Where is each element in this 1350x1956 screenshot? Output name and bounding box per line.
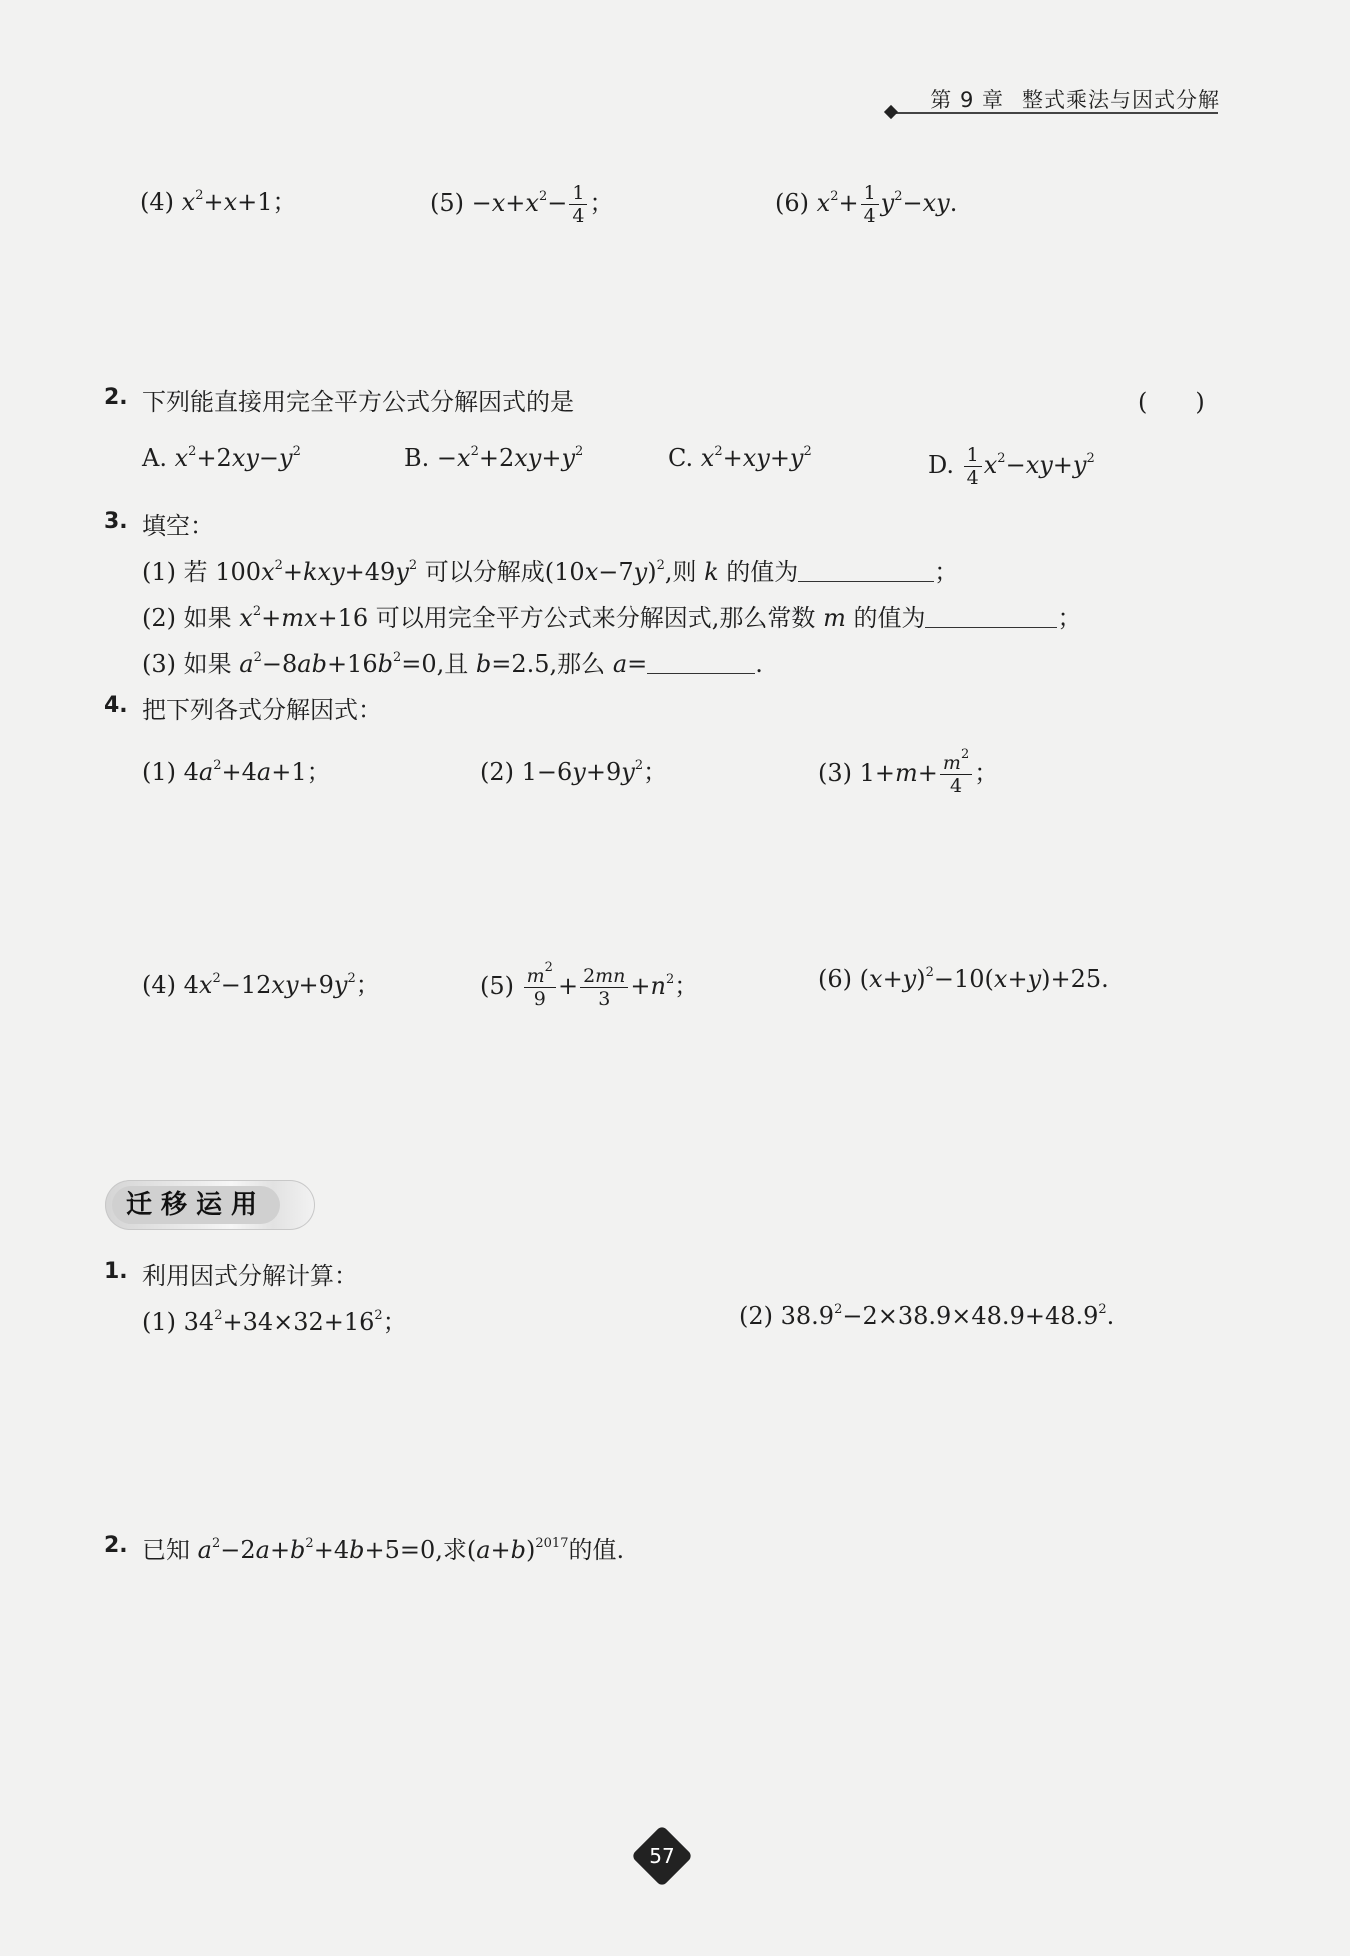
q4-item-3: (3) 1+m+ $\frac{m^2}{4}$ ； (818, 747, 999, 797)
item-4: (4) $x^2+x+1$； (140, 188, 297, 216)
section-title: 迁移运用 (112, 1186, 280, 1224)
item-5: $(5) -x+x^2-$ $\frac{1}{4}$ ； (430, 182, 614, 227)
s2-number: 2. (104, 1533, 128, 1558)
s1-item-2: (2) $38.9^2-2\times 38.9\times 48.9+48.9^2$. (739, 1302, 1115, 1330)
q4-item-4: (4) $4x^2-12xy+9y^2$； (142, 971, 380, 999)
q3-item-1-text: 若 $100x^2+kxy+49y^2$ 可以分解成$(10x-7y)^2$,则 k 的值为 (183, 558, 799, 586)
chapter-title: 整式乘法与因式分解 (1022, 88, 1220, 112)
s1-item-1: (1) $34^2+34\times 32+16^2$； (142, 1308, 407, 1336)
header-rule (893, 112, 1218, 114)
q3-item-1: (1) 若 $100x^2+kxy+49y^2$ 可以分解成$(10x-7y)^2$,则 k 的值为 ； (142, 558, 959, 586)
option-c-expr: $x^2+xy+y^2$ (700, 444, 812, 472)
q4-item-3-expr: 1+m+ $\frac{m^2}{4}$ ； (859, 747, 999, 797)
option-a-expr: $x^2+2xy-y^2$ (174, 444, 301, 472)
q3-item-3-blank[interactable] (647, 653, 755, 674)
q3-item-3-text: 如果 $a^2-8ab+16b^2=0$,且 b=2.5,那么 a= (183, 650, 648, 678)
option-b[interactable]: B. $-x^2+2xy+y^2$ (404, 444, 584, 472)
q4-text: 把下列各式分解因式： (142, 696, 382, 724)
q3-item-3: (3) 如果 $a^2-8ab+16b^2=0$,且 b=2.5,那么 a= . (142, 650, 763, 678)
q3-number: 3. (104, 509, 128, 534)
s2-text: 已知 $a^2-2a+b^2+4b+5=0$,求$(a+b)^{2017}$的值. (142, 1536, 625, 1564)
option-d[interactable]: D. $\frac{1}{4}$ $x^2-xy+y^2$ (928, 444, 1095, 489)
s1-item-2-expr: $38.9^2-2\times 38.9\times 48.9+48.9^2$. (780, 1302, 1115, 1330)
option-a[interactable]: A. $x^2+2xy-y^2$ (142, 444, 301, 472)
q4-item-6: (6) $(x+y)^2-10(x+y)+25$. (818, 965, 1109, 993)
item-4-expr: $x^2+x+1$； (181, 188, 297, 216)
chapter-number: 第 9 章 (930, 88, 1004, 112)
item-6: (6) $x^2+$ $\frac{1}{4}$ $y^2-xy$. (775, 182, 958, 227)
q3-text: 填空： (142, 512, 214, 540)
q2-number: 2. (104, 385, 128, 410)
s1-item-1-expr: $34^2+34\times 32+16^2$； (183, 1308, 407, 1336)
q3-item-2-text: 如果 $x^2+mx+16$ 可以用完全平方公式来分解因式,那么常数 m 的值为 (183, 604, 926, 632)
q2-text: 下列能直接用完全平方公式分解因式的是 (142, 388, 574, 416)
q4-item-2-expr: $1-6y+9y^2$； (521, 758, 668, 786)
page-number: 57 (649, 1844, 675, 1868)
option-d-expr: $\frac{1}{4}$ $x^2-xy+y^2$ (962, 451, 1095, 479)
s1-number: 1. (104, 1259, 128, 1284)
q2-answer-paren: ( ) (1138, 388, 1205, 416)
q4-item-5: (5) $\frac{m^2}{9}$ + $\frac{2mn}{3}$ $+n^2$； (480, 960, 699, 1010)
option-b-expr: $-x^2+2xy+y^2$ (436, 444, 584, 472)
q3-item-2-blank[interactable] (925, 607, 1057, 628)
s1-text: 利用因式分解计算： (142, 1262, 358, 1290)
q4-item-6-expr: $(x+y)^2-10(x+y)+25$. (859, 965, 1109, 993)
item-5-expr: $-x+x^2-$ $\frac{1}{4}$ ； (471, 182, 614, 227)
q4-item-1: (1) $4a^2+4a+1$； (142, 758, 331, 786)
q4-item-2: (2) $1-6y+9y^2$； (480, 758, 668, 786)
option-c[interactable]: C. $x^2+xy+y^2$ (668, 444, 812, 472)
diamond-icon (884, 105, 898, 119)
q4-item-5-expr: $\frac{m^2}{9}$ + $\frac{2mn}{3}$ $+n^2$； (522, 972, 699, 1000)
chapter-header (930, 84, 1220, 114)
q4-item-1-expr: $4a^2+4a+1$； (183, 758, 331, 786)
item-6-expr: $x^2+$ $\frac{1}{4}$ $y^2-xy$. (816, 182, 958, 227)
q4-item-4-expr: $4x^2-12xy+9y^2$； (183, 971, 380, 999)
q3-item-1-blank[interactable] (798, 561, 934, 582)
q4-number: 4. (104, 693, 128, 718)
q3-item-2: (2) 如果 $x^2+mx+16$ 可以用完全平方公式来分解因式,那么常数 m 的值为 ； (142, 604, 1082, 632)
